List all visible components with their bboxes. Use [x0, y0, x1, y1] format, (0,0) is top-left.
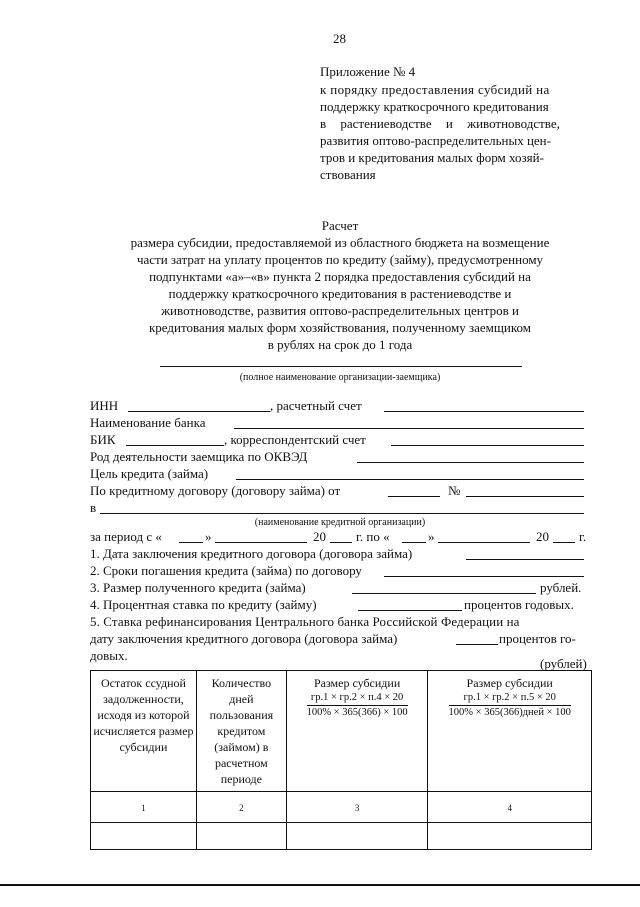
item-refinancing-rate-end: довых.	[90, 648, 128, 663]
item-interest-rate-field[interactable]	[358, 610, 462, 611]
table-header-row	[91, 671, 592, 792]
period-to-label: г. по «	[356, 529, 390, 544]
account-label: , расчетный счет	[270, 398, 362, 413]
period-year-prefix: 20	[313, 529, 326, 544]
okved-field[interactable]	[357, 462, 584, 463]
doc-heading-line: в рублях на срок до 1 года	[267, 337, 413, 352]
credit-org-caption: (наименование кредитной организации)	[254, 517, 426, 528]
doc-heading-line: части затрат на уплату процентов по кредиту (займу), предусмотренному	[136, 252, 544, 267]
period-from-year-field[interactable]	[330, 542, 352, 543]
item-refinancing-rate: 5. Ставка рефинансирования Центрального банка Российской Федерации на	[90, 614, 520, 629]
doc-title: Расчет	[321, 218, 359, 233]
item-interest-rate: 4. Процентная ставка по кредиту (займу)	[90, 597, 317, 612]
header-days	[196, 671, 286, 792]
inn-field[interactable]	[128, 411, 270, 412]
col-number: 2	[196, 792, 286, 823]
period-year-suffix: г.	[579, 529, 587, 544]
credit-org-field[interactable]	[100, 513, 584, 514]
bik-field[interactable]	[126, 445, 224, 446]
item-credit-amount-field[interactable]	[352, 593, 536, 594]
appendix-line: поддержку краткосрочного кредитования	[320, 99, 549, 114]
org-name-caption: (полное наименование организации-заемщика)	[239, 372, 441, 383]
formula-subsidy-a	[307, 691, 408, 720]
formula-denominator: 100% × 365(366) × 100	[306, 707, 408, 718]
period-to-day-field[interactable]	[402, 542, 426, 543]
doc-heading-line: поддержку краткосрочного кредитования в растениеводстве и	[168, 286, 512, 301]
doc-heading-line: животноводстве, развития оптово-распределительных центров и	[161, 303, 519, 318]
item-interest-rate-suffix: процентов годовых.	[464, 597, 574, 612]
period-quote: »	[205, 529, 212, 544]
header-loan-balance	[91, 671, 197, 792]
table-row	[91, 823, 592, 850]
contract-no-label: №	[448, 483, 461, 498]
units-label: (рублей)	[540, 656, 587, 671]
item-refinancing-rate-suffix: процентов го-	[499, 631, 576, 646]
appendix-line: ствования	[320, 167, 376, 182]
period-quote: »	[428, 529, 435, 544]
account-field[interactable]	[384, 411, 584, 412]
cell-subsidy-b[interactable]	[428, 823, 592, 850]
cell-loan-balance[interactable]	[91, 823, 197, 850]
bank-label: Наименование банка	[90, 415, 206, 430]
item-credit-amount: 3. Размер полученного кредита (займа)	[90, 580, 306, 595]
item-refinancing-rate-cont: дату заключения кредитного договора (договора займа)	[90, 631, 398, 646]
item-repayment-terms: 2. Сроки погашения кредита (займа) по договору	[90, 563, 362, 578]
col-number: 1	[91, 792, 197, 823]
doc-heading-line: подпунктами «а»–«в» пункта 2 порядка предоставления субсидий на	[149, 269, 531, 284]
appendix-line: тров и кредитования малых форм хозяй-	[320, 150, 544, 165]
okved-label: Род деятельности заемщика по ОКВЭД	[90, 449, 308, 464]
header-subsidy-a	[286, 671, 428, 792]
corr-account-label: , корреспондентский счет	[224, 432, 366, 447]
period-from-day-field[interactable]	[179, 542, 203, 543]
formula-numerator: гр.1 × гр.2 × п.4 × 20	[307, 691, 408, 706]
appendix-line: в растениеводстве и животноводстве,	[320, 116, 560, 131]
corr-account-field[interactable]	[391, 445, 584, 446]
col-number: 4	[428, 792, 592, 823]
credit-purpose-label: Цель кредита (займа)	[90, 466, 209, 481]
header-text: Размер субсидии	[466, 676, 553, 690]
cell-days[interactable]	[196, 823, 286, 850]
formula-numerator: гр.1 × гр.2 × п.5 × 20	[449, 691, 571, 706]
item-credit-amount-suffix: рублей.	[540, 580, 582, 595]
item-contract-date: 1. Дата заключения кредитного договора (договора займа)	[90, 546, 413, 561]
formula-subsidy-b	[449, 691, 571, 720]
header-text: Размер субсидии	[313, 676, 401, 690]
appendix-line: развития оптово-распределительных цен-	[320, 133, 551, 148]
page-number: 28	[333, 31, 346, 46]
org-name-field[interactable]	[160, 366, 522, 367]
cell-subsidy-a[interactable]	[286, 823, 428, 850]
header-text: Количество дней пользования кредитом (займом) в расчетном периоде	[209, 676, 274, 786]
period-to-year-field[interactable]	[553, 542, 575, 543]
appendix-line: к порядку предоставления субсидий на	[320, 82, 550, 97]
col-number: 3	[286, 792, 428, 823]
doc-heading-line: кредитования малых форм хозяйствования, полученному заемщиком	[148, 320, 531, 335]
period-from-label: за период с «	[90, 529, 162, 544]
bank-field[interactable]	[234, 428, 584, 429]
appendix-title: Приложение № 4	[320, 64, 416, 79]
period-from-month-field[interactable]	[215, 542, 307, 543]
contract-date-field[interactable]	[388, 496, 440, 497]
credit-purpose-field[interactable]	[236, 479, 584, 480]
period-to-month-field[interactable]	[438, 542, 530, 543]
subsidy-table	[90, 670, 592, 850]
formula-denominator: 100% × 365(366)дней × 100	[448, 707, 571, 718]
page-bottom-edge	[0, 884, 640, 907]
item-contract-date-field[interactable]	[466, 559, 584, 560]
contract-number-field[interactable]	[466, 496, 584, 497]
doc-heading-line: размера субсидии, предоставляемой из областного бюджета на возмещение	[130, 235, 550, 250]
bik-label: БИК	[90, 432, 116, 447]
inn-label: ИНН	[90, 398, 119, 413]
credit-org-label: в	[90, 500, 97, 515]
item-repayment-terms-field[interactable]	[384, 576, 584, 577]
table-column-numbers	[91, 792, 592, 823]
header-text: Остаток ссудной задолженности, исходя из которой исчисляется размер субсидии	[93, 676, 194, 754]
period-year-prefix: 20	[536, 529, 549, 544]
header-subsidy-b	[428, 671, 592, 792]
item-refinancing-rate-field[interactable]	[456, 644, 498, 645]
contract-label: По кредитному договору (договору займа) от	[90, 483, 341, 498]
